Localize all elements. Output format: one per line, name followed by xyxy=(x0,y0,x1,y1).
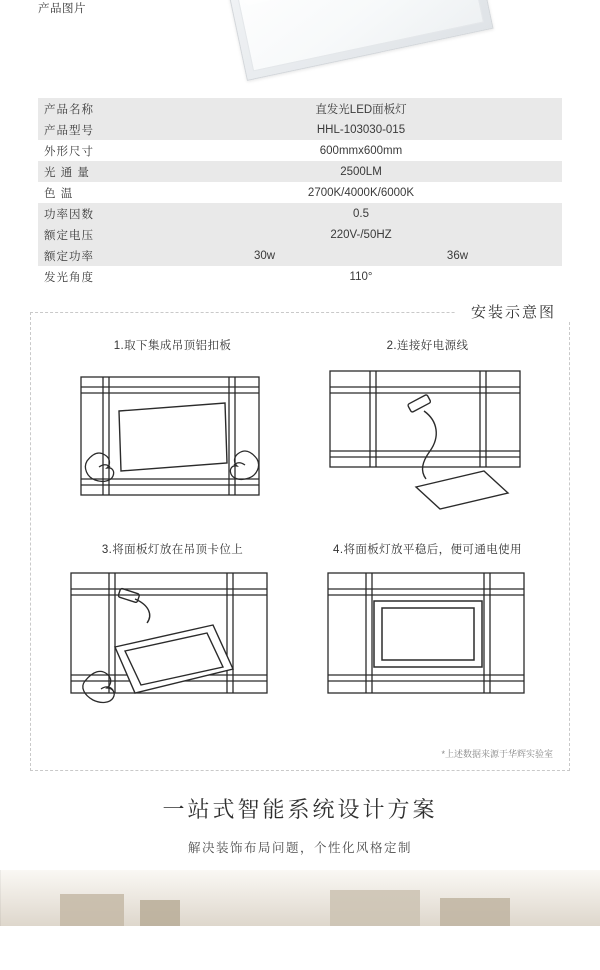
install-step-3 xyxy=(45,535,300,739)
specification-table xyxy=(38,98,562,287)
spec-value: 2700K/4000K/6000K xyxy=(160,182,562,203)
connect-power-cable-icon xyxy=(312,359,544,535)
spec-value: 110° xyxy=(160,266,562,287)
spec-name: 额定功率 xyxy=(38,245,160,266)
table-row xyxy=(38,203,562,224)
table-row xyxy=(38,182,562,203)
table-row xyxy=(38,245,562,266)
install-step-2 xyxy=(300,331,555,535)
product-image-label: 产品图片 xyxy=(38,3,86,15)
installation-diagram-box xyxy=(30,312,570,771)
installation-title: 安装示意图 xyxy=(457,301,570,322)
installation-section xyxy=(30,301,570,771)
spec-name: 产品型号 xyxy=(38,119,160,140)
spec-value: 220V-/50HZ xyxy=(160,224,562,245)
install-step-1-illustration xyxy=(57,359,289,535)
table-row xyxy=(38,119,562,140)
table-row xyxy=(38,161,562,182)
spec-name: 光 通 量 xyxy=(38,161,160,182)
table-row xyxy=(38,266,562,287)
promo-section xyxy=(0,793,600,926)
install-step-2-caption: 2.连接好电源线 xyxy=(386,340,469,352)
install-step-2-illustration xyxy=(312,359,544,535)
panel-installed-power-on-icon xyxy=(312,563,544,739)
table-row xyxy=(38,224,562,245)
specification-table-body xyxy=(38,98,562,287)
install-step-3-illustration xyxy=(57,563,289,739)
spec-value-left: 30w xyxy=(253,249,276,262)
room-photo-furniture-4 xyxy=(440,898,510,926)
ceiling-remove-panel-icon xyxy=(57,359,289,535)
installation-steps xyxy=(45,331,555,739)
install-step-1-caption: 1.取下集成吊顶铝扣板 xyxy=(113,340,232,352)
install-step-4-caption: 4.将面板灯放平稳后，便可通电使用 xyxy=(333,544,522,556)
product-image-section xyxy=(0,0,600,92)
spec-name: 色 温 xyxy=(38,182,160,203)
room-photo-furniture-3 xyxy=(330,890,420,926)
install-step-1 xyxy=(45,331,300,535)
install-step-4-illustration xyxy=(312,563,544,739)
promo-title: 一站式智能系统设计方案 xyxy=(162,797,438,822)
table-row xyxy=(38,140,562,161)
table-row xyxy=(38,98,562,119)
product-panel-photo xyxy=(222,0,493,81)
room-photo-furniture-2 xyxy=(140,900,180,926)
spec-name: 发光角度 xyxy=(38,266,160,287)
spec-value-right: 36w xyxy=(446,249,469,262)
panel-photo-inner xyxy=(232,0,484,71)
spec-name: 额定电压 xyxy=(38,224,160,245)
spec-value: 2500LM xyxy=(160,161,562,182)
spec-value-pair xyxy=(160,245,562,266)
interior-room-photo xyxy=(0,870,600,926)
installation-note: *上述数据来源于华辉实验室 xyxy=(441,749,553,759)
spec-value: HHL-103030-015 xyxy=(160,119,562,140)
spec-name: 功率因数 xyxy=(38,203,160,224)
install-step-4 xyxy=(300,535,555,739)
spec-name: 外形尺寸 xyxy=(38,140,160,161)
spec-value: 直发光LED面板灯 xyxy=(160,98,562,119)
spec-value: 600mmx600mm xyxy=(160,140,562,161)
spec-value: 0.5 xyxy=(160,203,562,224)
place-panel-in-ceiling-icon xyxy=(57,563,289,739)
spec-name: 产品名称 xyxy=(38,98,160,119)
install-step-3-caption: 3.将面板灯放在吊顶卡位上 xyxy=(101,544,244,556)
promo-subtitle: 解决装饰布局问题，个性化风格定制 xyxy=(187,841,412,855)
room-photo-furniture-1 xyxy=(60,894,124,926)
